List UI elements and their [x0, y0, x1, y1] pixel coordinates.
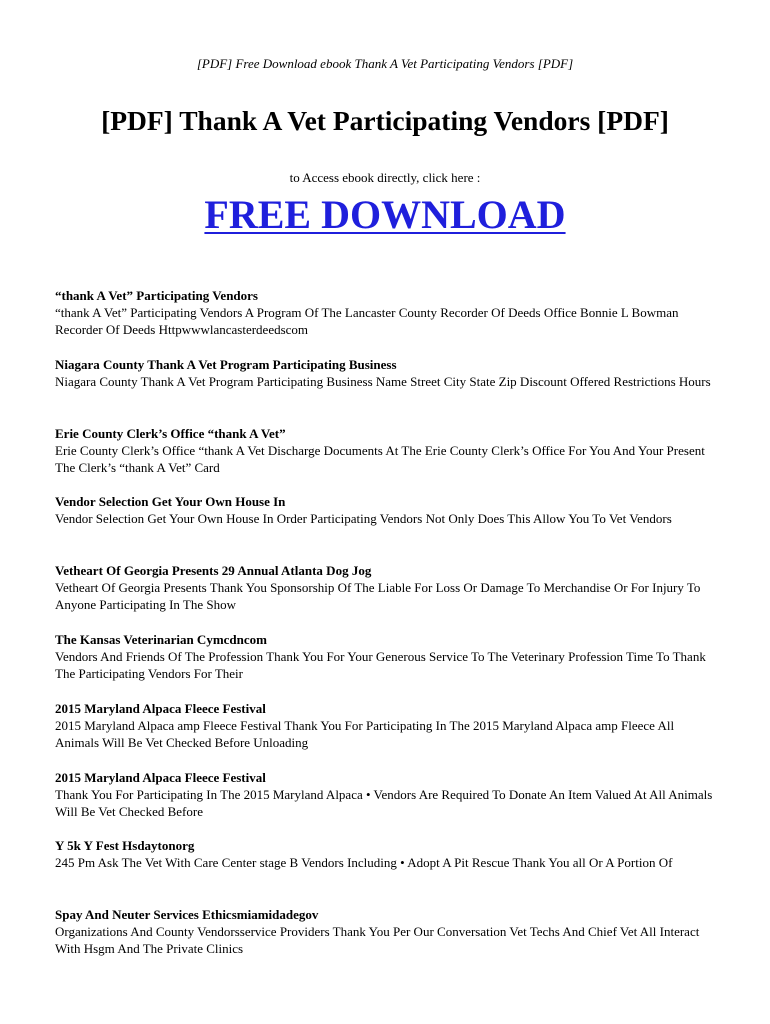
list-item	[55, 906, 720, 975]
entry-description: Vendor Selection Get Your Own House In Order Participating Vendors Not Only Does This Allow You To Vet Vendors	[55, 511, 672, 527]
list-item	[55, 700, 720, 769]
entry-description: Thank You For Participating In The 2015 Maryland Alpaca • Vendors Are Required To Donate An Item Valued At All Animals Will Be Vet Checked Before	[55, 786, 713, 819]
entry-description: “thank A Vet” Participating Vendors A Program Of The Lancaster County Recorder Of Deeds Office Bonnie L Bowman Recorder Of Deeds Httpwwwlancasterdeedscom	[55, 305, 679, 337]
list-item	[55, 562, 720, 631]
list-item	[55, 837, 720, 906]
entry-description: Erie County Clerk’s Office “thank A Vet Discharge Documents At The Erie County Clerk’s Office For You And Your Present The Clerk’s “thank A Vet” Card	[55, 442, 705, 475]
entry-description: 245 Pm Ask The Vet With Care Center stage B Vendors Including • Adopt A Pit Rescue Thank You all Or A Portion Of	[55, 855, 673, 871]
list-item	[55, 631, 720, 700]
list-item	[55, 493, 720, 562]
access-instruction: to Access ebook directly, click here :	[289, 170, 481, 185]
entry-list	[55, 287, 720, 975]
entry-title: Y 5k Y Fest Hsdaytonorg	[55, 838, 195, 854]
entry-title: Vendor Selection Get Your Own House In	[55, 494, 286, 510]
entry-title: The Kansas Veterinarian Cymcdncom	[55, 631, 267, 647]
entry-title: Spay And Neuter Services Ethicsmiamidadegov	[55, 907, 319, 923]
entry-title: Niagara County Thank A Vet Program Participating Business	[55, 356, 397, 372]
list-item	[55, 356, 720, 425]
entry-title: 2015 Maryland Alpaca Fleece Festival	[55, 769, 266, 785]
list-item	[55, 425, 720, 494]
entry-title: “thank A Vet” Participating Vendors	[55, 288, 258, 303]
entry-description: 2015 Maryland Alpaca amp Fleece Festival Thank You For Participating In The 2015 Maryland Alpaca amp Fleece All Animals Will Be Vet Checked Before Unloading	[55, 717, 675, 750]
entry-description: Vendors And Friends Of The Profession Thank You For Your Generous Service To The Veterinary Profession Time To Thank The Participating Vendors For Their	[55, 648, 706, 681]
list-item	[55, 769, 720, 838]
entry-title: Vetheart Of Georgia Presents 29 Annual Atlanta Dog Jog	[55, 563, 372, 579]
free-download-link[interactable]: FREE DOWNLOAD	[204, 192, 566, 237]
entry-title: 2015 Maryland Alpaca Fleece Festival	[55, 700, 266, 716]
entry-description: Organizations And County Vendorsservice Providers Thank You Per Our Conversation Vet Techs And Chief Vet All Interact With Hsgm And The Private Clinics	[55, 924, 700, 957]
page-header: [PDF] Free Download ebook Thank A Vet Participating Vendors [PDF]	[196, 56, 574, 71]
document-title: [PDF] Thank A Vet Participating Vendors [PDF]	[101, 105, 669, 136]
entry-description: Vetheart Of Georgia Presents Thank You Sponsorship Of The Liable For Loss Or Damage To Merchandise Or For Injury To Anyone Participating In The Show	[55, 580, 701, 613]
free-download-section	[0, 192, 770, 238]
list-item	[55, 287, 720, 356]
entry-title: Erie County Clerk’s Office “thank A Vet”	[55, 425, 286, 441]
entry-description: Niagara County Thank A Vet Program Participating Business Name Street City State Zip Discount Offered Restrictions Hours	[55, 373, 711, 389]
